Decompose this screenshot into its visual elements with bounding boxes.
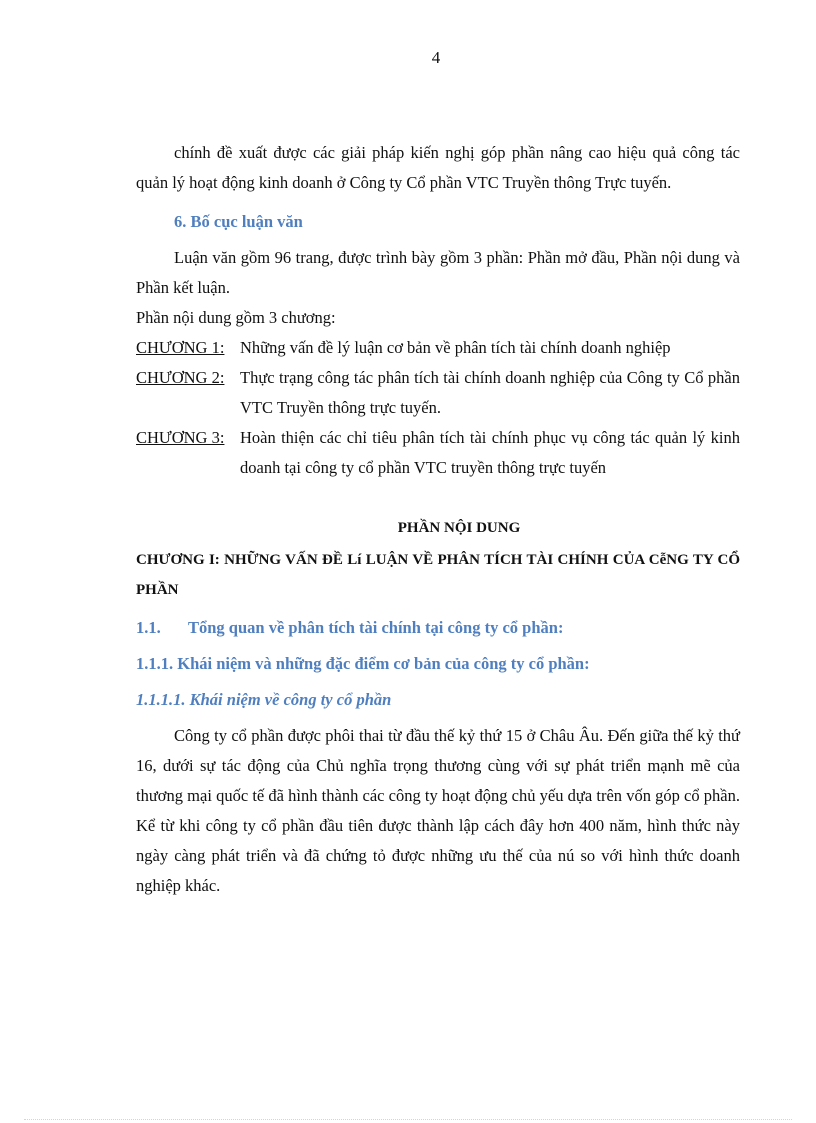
page-number: 4 bbox=[431, 48, 441, 67]
company-history-paragraph: Công ty cổ phần được phôi thai từ đầu thế kỷ thứ 15 ở Châu Âu. Đến giữa thế kỷ thứ 16, dưới sự tác động của Chủ nghĩa trọng thương cùng với sự phát triển mạnh mẽ của thương mại quốc tế đã hình thành các công ty hoạt động chủ yếu dựa trên vốn góp cổ phần. Kể từ khi công ty cổ phần đầu tiên được thành lập cách đây hơn 400 năm, hình thức này ngày càng phát triển và đã chứng tỏ được những ưu thế của nú so với hình thức doanh nghiệp khác. bbox=[136, 726, 740, 895]
heading-1-1-number: 1.1. bbox=[136, 618, 161, 637]
content-part-title: PHẦN NỘI DUNG bbox=[397, 520, 521, 536]
document-body bbox=[136, 138, 740, 901]
heading-1-1-1: 1.1.1. Khái niệm và những đặc điểm cơ bản của công ty cổ phần: bbox=[136, 654, 590, 673]
section-6-paragraph: Luận văn gồm 96 trang, được trình bày gồm 3 phần: Phần mở đầu, Phần nội dung và Phần kết luận. bbox=[136, 248, 740, 297]
chapter-1-entry bbox=[136, 333, 740, 363]
section-6-heading: 6. Bố cục luận văn bbox=[174, 212, 303, 231]
chapter-2-entry bbox=[136, 363, 740, 423]
chapter-3-entry bbox=[136, 423, 740, 483]
chapter-3-label: CHƯƠNG 3: bbox=[136, 428, 225, 447]
intro-paragraph: chính đề xuất được các giải pháp kiến nghị góp phần nâng cao hiệu quả công tác quản lý hoạt động kinh doanh ở Công ty Cổ phần VTC Truyền thông Trực tuyến. bbox=[136, 143, 740, 192]
page-bottom-divider bbox=[24, 1119, 792, 1120]
chapter-3-text: Hoàn thiện các chỉ tiêu phân tích tài chính phục vụ công tác quản lý kinh doanh tại công ty cổ phần VTC truyền thông trực tuyến bbox=[240, 428, 740, 477]
heading-1-1-1-1: 1.1.1.1. Khái niệm về công ty cổ phần bbox=[136, 690, 392, 709]
chapter-1-text: Những vấn đề lý luận cơ bản về phân tích tài chính doanh nghiệp bbox=[240, 338, 671, 357]
heading-1-1 bbox=[136, 613, 740, 643]
chapters-intro: Phần nội dung gồm 3 chương: bbox=[136, 308, 336, 327]
chapter-i-title: CHƯƠNG I: NHỮNG VẤN ĐỀ Lí LUẬN VỀ PHÂN TÍCH TÀI CHÍNH CỦA CễNG TY CỔ PHẦN bbox=[136, 552, 740, 598]
chapter-2-text: Thực trạng công tác phân tích tài chính doanh nghiệp của Công ty Cổ phần VTC Truyền thông trực tuyến. bbox=[240, 368, 740, 417]
chapter-1-label: CHƯƠNG 1: bbox=[136, 338, 225, 357]
heading-1-1-text: Tổng quan về phân tích tài chính tại công ty cổ phần: bbox=[188, 618, 564, 637]
chapter-2-label: CHƯƠNG 2: bbox=[136, 368, 225, 387]
